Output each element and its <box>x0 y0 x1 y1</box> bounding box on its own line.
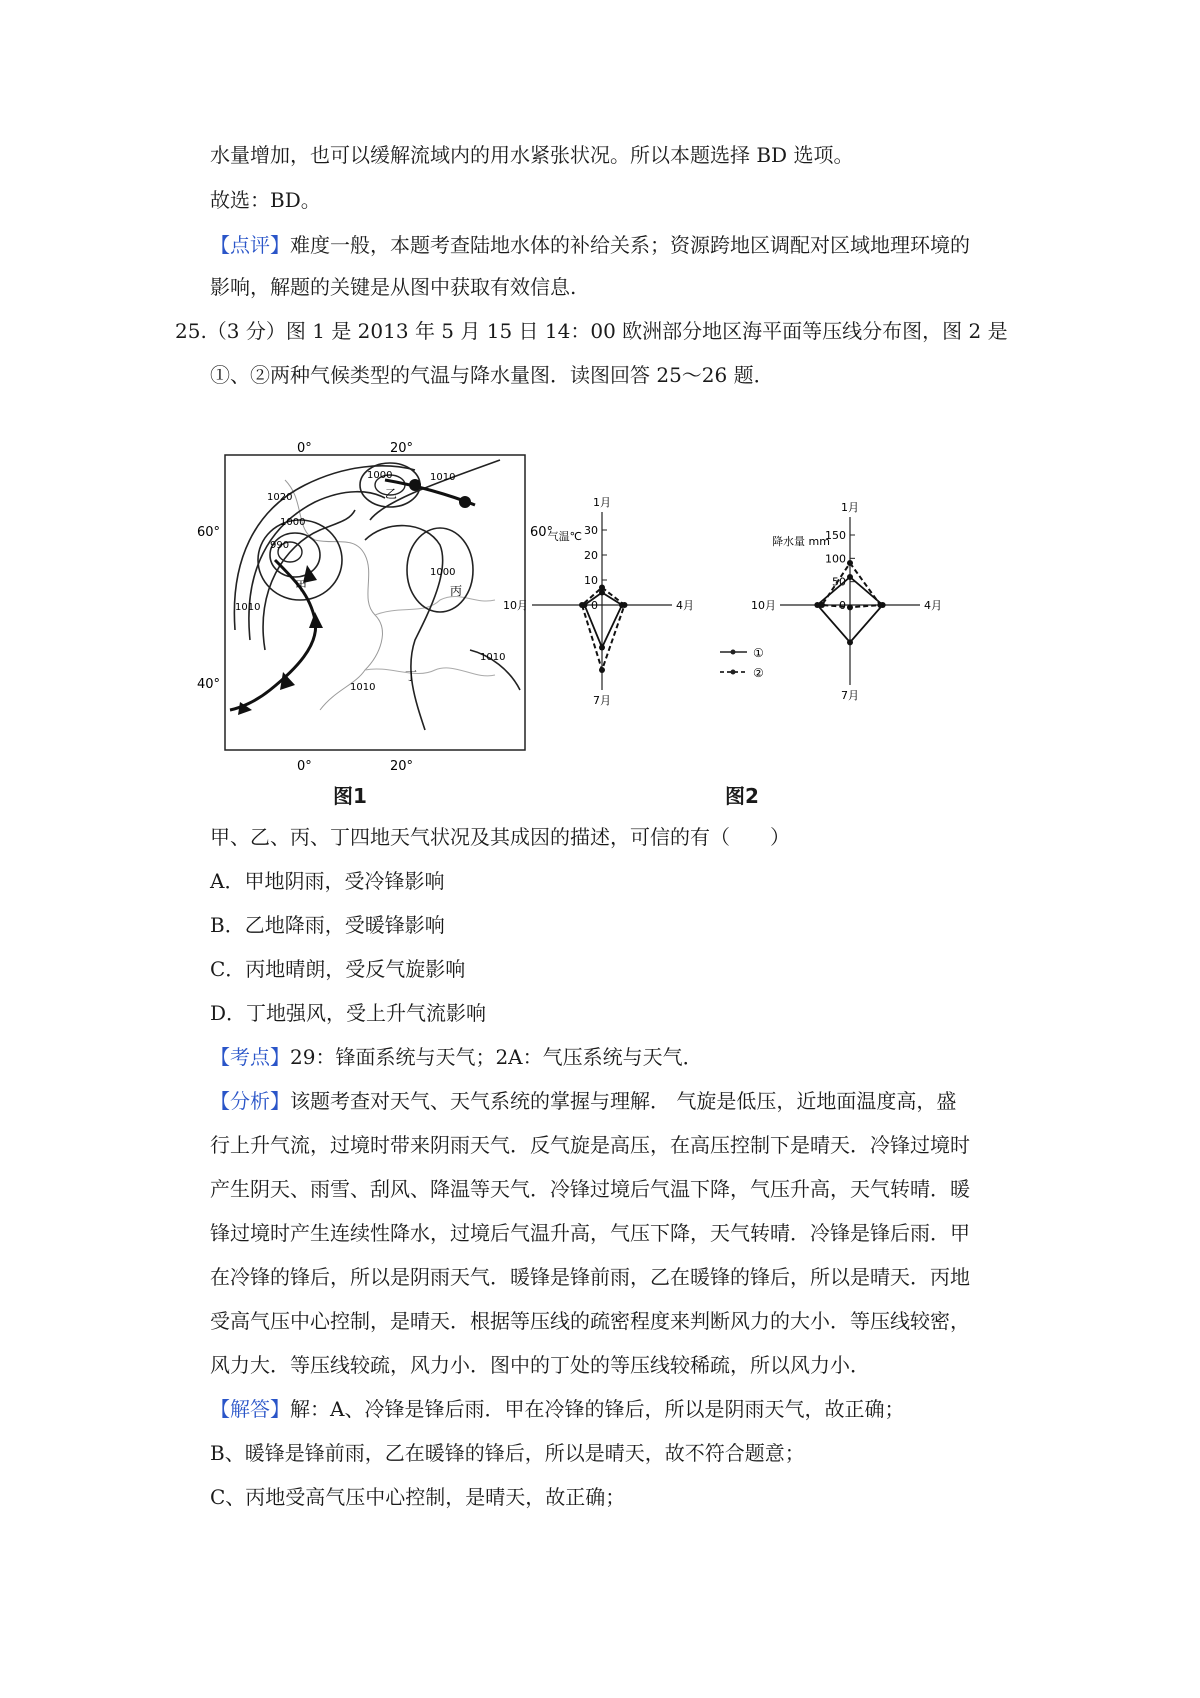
series-2-point <box>819 602 825 608</box>
legend-dot-1 <box>731 650 736 655</box>
fenxi-tag: 【分析】 <box>210 1089 290 1113</box>
month-label: 1月 <box>841 501 859 514</box>
option-c: C．丙地晴朗，受反气旋影响 <box>210 957 466 981</box>
month-label: 1月 <box>593 496 611 509</box>
tick-label: 0 <box>839 599 846 612</box>
jieda-line <box>210 1394 904 1424</box>
review-line <box>210 230 970 260</box>
series-1-polygon <box>585 593 623 648</box>
front-symbol <box>309 612 323 628</box>
text-line: 故选：BD。 <box>210 188 321 212</box>
kaodian-tag: 【考点】 <box>210 1045 290 1069</box>
place-label-bing: 丙 <box>450 584 463 598</box>
legend-dot-2 <box>731 670 736 675</box>
tick-label: 100 <box>825 552 846 566</box>
text-line: 水量增加，也可以缓解流域内的用水紧张状况。所以本题选择 BD 选项。 <box>210 143 854 167</box>
figure2-caption: 图2 <box>725 784 759 808</box>
tick-label: 10 <box>584 574 598 587</box>
option-a: A．甲地阴雨，受冷锋影响 <box>210 869 445 893</box>
fenxi-line: 在冷锋的锋后，所以是阴雨天气．暖锋是锋前雨，乙在暖锋的锋后，所以是晴天．丙地 <box>210 1265 970 1289</box>
legend-label-2: ② <box>753 666 764 680</box>
fenxi-line: 受高气压中心控制，是晴天．根据等压线的疏密程度来判断风力的大小．等压线较密， <box>210 1309 970 1333</box>
fenxi-line <box>210 1086 956 1116</box>
place-label-yi: 乙 <box>385 487 398 501</box>
precipitation-radar-chart <box>751 501 942 702</box>
isobar <box>365 526 443 730</box>
series-1-point <box>599 645 605 651</box>
lon-label: 20° <box>390 441 414 456</box>
kaodian-text: 29：锋面系统与天气；2A：气压系统与天气． <box>290 1045 703 1069</box>
series-2-point <box>877 602 883 608</box>
front-symbol <box>409 479 421 491</box>
series-2-point <box>847 560 853 566</box>
tick-label: 0 <box>591 599 598 612</box>
fenxi-line: 锋过境时产生连续性降水，过境后气温升高，气压下降，天气转晴．冷锋是锋后雨．甲 <box>210 1221 970 1245</box>
series-2-point <box>847 604 853 610</box>
series-2-point <box>599 585 605 591</box>
kaodian-line <box>210 1042 703 1072</box>
tick-label: 50 <box>832 575 846 589</box>
coastline <box>285 480 382 710</box>
isobar-label: 1010 <box>430 472 456 483</box>
isobar-label: 1000 <box>280 517 306 528</box>
month-label: 4月 <box>676 599 694 612</box>
review-line: 影响，解题的关键是从图中获取有效信息. <box>210 275 577 299</box>
front-symbol <box>459 496 471 508</box>
series-1-point <box>847 639 853 645</box>
series-2-point <box>579 602 585 608</box>
tick-label: 20 <box>584 549 598 562</box>
lat-label: 60° <box>530 525 554 540</box>
month-label: 7月 <box>841 689 859 702</box>
isobar-label: 990 <box>270 540 290 551</box>
fenxi-text: 该题考查对天气、天气系统的掌握与理解． 气旋是低压，近地面温度高，盛 <box>290 1089 957 1113</box>
jieda-text: 解：A、冷锋是锋后雨．甲在冷锋的锋后，所以是阴雨天气，故正确； <box>290 1397 905 1421</box>
question-line: 25.（3 分）图 1 是 2013 年 5 月 15 日 14：00 欧洲部分地区海平面等压线分布图，图 2 是 <box>175 319 1008 343</box>
jieda-line: C、丙地受高气压中心控制，是晴天，故正确； <box>210 1485 626 1509</box>
series-2-point <box>622 602 628 608</box>
review-tag: 【点评】 <box>210 233 290 257</box>
figure1-caption: 图1 <box>333 784 367 808</box>
place-label-jia: 甲 <box>295 579 308 593</box>
series-2-polygon <box>582 588 625 671</box>
isobar-label: 1000 <box>430 567 456 578</box>
question-line: ①、②两种气候类型的气温与降水量图．读图回答 25～26 题． <box>210 363 774 387</box>
series-2-polygon <box>822 563 880 607</box>
axis-label: 气温℃ <box>547 530 582 543</box>
lon-label: 0° <box>297 759 312 774</box>
review-text: 难度一般，本题考查陆地水体的补给关系；资源跨地区调配对区域地理环境的 <box>290 233 970 257</box>
fenxi-line: 产生阴天、雨雪、刮风、降温等天气．冷锋过境后气温下降，气压升高，天气转晴．暖 <box>210 1177 970 1201</box>
option-b: B．乙地降雨，受暖锋影响 <box>210 913 445 937</box>
jieda-line: B、暖锋是锋前雨，乙在暖锋的锋后，所以是晴天，故不符合题意； <box>210 1441 805 1465</box>
tick-label: 150 <box>825 529 846 542</box>
month-label: 10月 <box>751 599 776 612</box>
lat-label: 60° <box>197 525 221 540</box>
jieda-tag: 【解答】 <box>210 1397 290 1421</box>
tick-label: 30 <box>584 524 598 537</box>
series-1-point <box>847 574 853 580</box>
isobar-label: 1010 <box>480 652 506 663</box>
legend <box>720 646 764 680</box>
fenxi-line: 风力大．等压线较疏，风力小．图中的丁处的等压线较稀疏，所以风力小． <box>210 1353 870 1377</box>
lat-label: 40° <box>197 677 221 692</box>
month-label: 7月 <box>593 694 611 707</box>
coastline <box>365 668 495 676</box>
isobar-label: 1020 <box>267 492 293 503</box>
month-label: 4月 <box>924 599 942 612</box>
isobar-label: 1010 <box>235 602 261 613</box>
isobar-label: 1010 <box>350 682 376 693</box>
isobar-label: 1000 <box>367 470 393 481</box>
place-label-ding: 丁 <box>405 669 418 683</box>
axis-label: 降水量 mm <box>772 535 830 548</box>
question-stem: 甲、乙、丙、丁四地天气状况及其成因的描述，可信的有（ ） <box>210 825 790 849</box>
isobar-map <box>197 441 553 774</box>
series-2-point <box>599 667 605 673</box>
option-d: D．丁地强风，受上升气流影响 <box>210 1001 487 1025</box>
fenxi-line: 行上升气流，过境时带来阴雨天气．反气旋是高压，在高压控制下是晴天．冷锋过境时 <box>210 1133 970 1157</box>
figure-area <box>197 440 1035 810</box>
legend-label-1: ① <box>753 646 764 660</box>
month-label: 10月 <box>503 599 528 612</box>
figures-svg <box>197 440 1035 810</box>
lon-label: 20° <box>390 759 414 774</box>
lon-label: 0° <box>297 441 312 456</box>
